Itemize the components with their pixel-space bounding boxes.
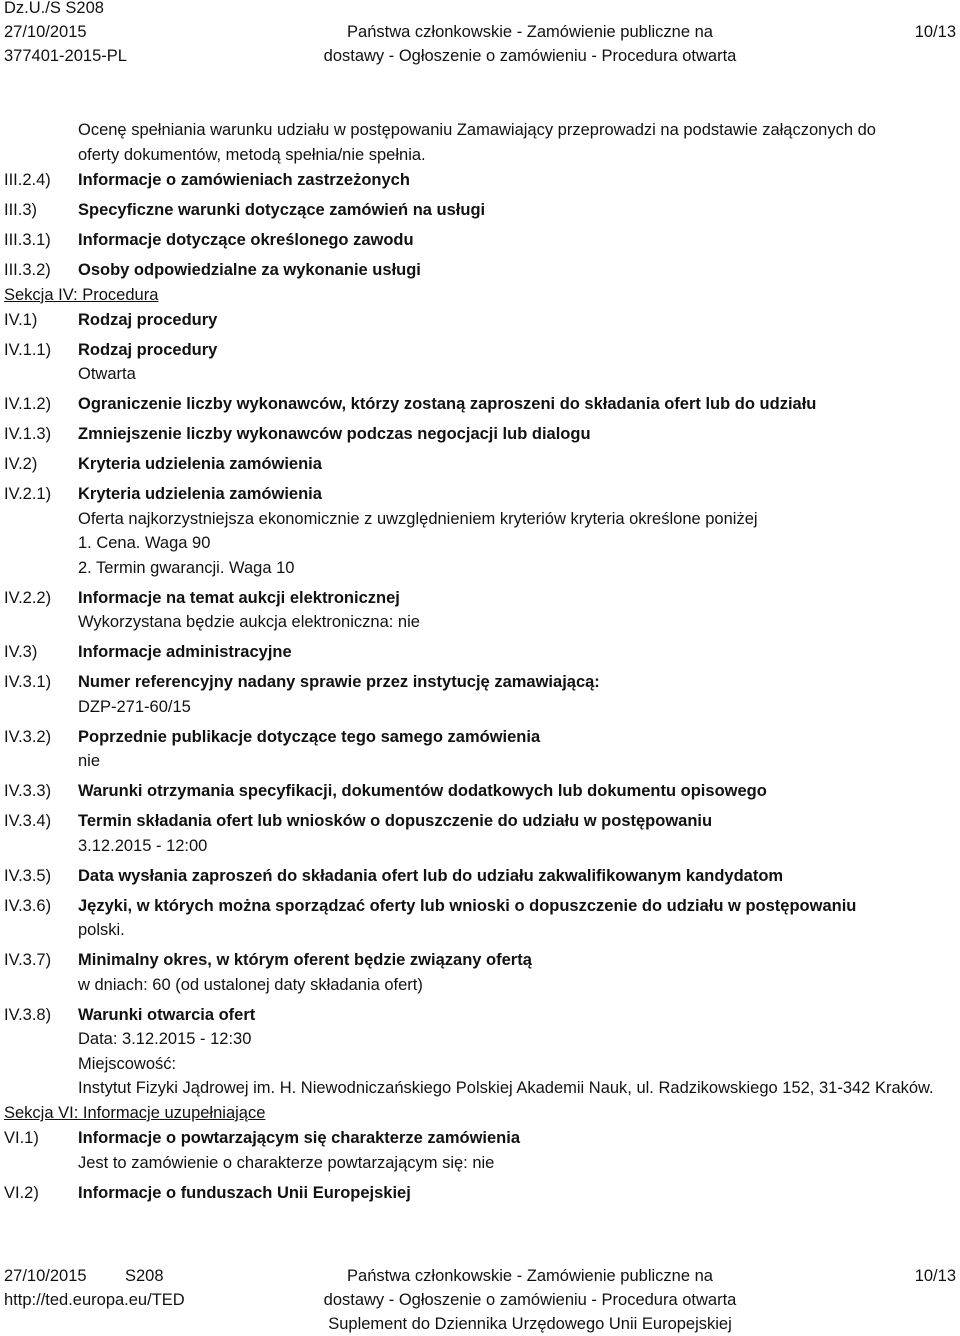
item-number: III.3.1) — [4, 230, 51, 249]
opening-place-label: Miejscowość: — [78, 1054, 177, 1073]
footer-page-number: 10/13 — [914, 1267, 956, 1285]
item-title: Kryteria udzielenia zamówienia — [78, 485, 322, 503]
section-item-IV-3-5 — [0, 864, 960, 889]
item-title: Rodzaj procedury — [78, 310, 218, 329]
header-page-number: 10/13 — [914, 23, 956, 41]
section-item-IV-1-3 — [0, 422, 960, 447]
section-item-IV-3-6 — [0, 894, 960, 943]
footer-date: 27/10/2015 — [4, 1267, 87, 1285]
page-footer — [0, 1264, 960, 1334]
item-number: IV.3.1) — [4, 673, 52, 691]
item-value: nie — [78, 752, 101, 770]
section-item-IV-3-4 — [0, 809, 960, 858]
item-number: III.3) — [4, 200, 38, 219]
section-item-IV-3 — [0, 640, 960, 665]
header-title-line2: dostawy - Ogłoszenie o zamówieniu - Procedura otwarta — [323, 47, 737, 65]
item-number: VI.2) — [4, 1183, 39, 1202]
item-number: IV.3.5) — [4, 866, 52, 885]
item-number: IV.3.6) — [4, 896, 52, 915]
item-title: Kryteria udzielenia zamówienia — [78, 455, 322, 473]
item-title: Informacje dotyczące określonego zawodu — [78, 230, 414, 249]
item-number: IV.1) — [4, 310, 38, 329]
section-item-IV-3-3 — [0, 779, 960, 804]
section-item-III-2-4 — [0, 168, 960, 193]
criterion-price: 1. Cena. Waga 90 — [78, 534, 211, 552]
opening-place-address: Instytut Fizyki Jądrowej im. H. Niewodniczańskiego Polskiej Akademii Nauk, ul. Radzikowskiego 152, 31-342 Kraków. — [78, 1079, 934, 1097]
opening-date: Data: 3.12.2015 - 12:30 — [78, 1030, 252, 1048]
item-number: VI.1) — [4, 1129, 39, 1147]
item-title: Zmniejszenie liczby wykonawców podczas negocjacji lub dialogu — [78, 425, 591, 443]
footer-url-link[interactable]: http://ted.europa.eu/TED — [4, 1291, 185, 1309]
item-title: Rodzaj procedury — [78, 340, 218, 359]
header-title-line1: Państwa członkowskie - Zamówienie publiczne na — [347, 23, 713, 41]
item-value: Wykorzystana będzie aukcja elektroniczna: nie — [78, 613, 420, 631]
item-title: Informacje na temat aukcji elektronicznej — [78, 588, 400, 607]
item-value: Otwarta — [78, 365, 136, 383]
item-title: Specyficzne warunki dotyczące zamówień na usługi — [78, 200, 486, 219]
section-heading-vi: Sekcja VI: Informacje uzupełniające — [4, 1104, 266, 1122]
item-value: w dniach: 60 (od ustalonej daty składania ofert) — [78, 975, 423, 994]
section-item-IV-1-1 — [0, 338, 960, 387]
section-item-IV-3-2 — [0, 725, 960, 774]
item-number: IV.2.1) — [4, 485, 52, 503]
intro-line-2: oferty dokumentów, metodą spełnia/nie spełnia. — [78, 145, 426, 164]
section-item-IV-3-7 — [0, 948, 960, 997]
header-journal-ref: Dz.U./S S208 — [4, 0, 104, 17]
section-item-VI-2 — [0, 1181, 960, 1206]
item-title: Ograniczenie liczby wykonawców, którzy zostaną zaproszeni do składania ofert lub do udziału — [78, 395, 817, 413]
item-number: IV.2) — [4, 455, 38, 473]
section-item-IV-2 — [0, 452, 960, 477]
footer-title-line2: dostawy - Ogłoszenie o zamówieniu - Procedura otwarta — [323, 1291, 737, 1309]
item-title: Data wysłania zaproszeń do składania ofert lub do udziału zakwalifikowanym kandydatom — [78, 866, 784, 885]
section-item-IV-1 — [0, 308, 960, 333]
section-item-IV-1-2 — [0, 392, 960, 417]
footer-code: S208 — [125, 1267, 164, 1285]
item-value: Jest to zamówienie o charakterze powtarzającym się: nie — [78, 1153, 495, 1172]
language-value: polski. — [78, 921, 125, 939]
item-title: Informacje administracyjne — [78, 643, 292, 661]
intro-paragraph — [0, 118, 960, 167]
section-item-III-3 — [0, 198, 960, 223]
item-title: Informacje o funduszach Unii Europejskiej — [78, 1183, 411, 1202]
item-title: Minimalny okres, w którym oferent będzie związany ofertą — [78, 951, 532, 969]
section-item-VI-1 — [0, 1126, 960, 1175]
section-item-III-3-2 — [0, 258, 960, 283]
item-title: Informacje o powtarzającym się charakterze zamówienia — [78, 1129, 521, 1147]
reference-number: DZP-271-60/15 — [78, 697, 191, 716]
item-number: IV.3.3) — [4, 782, 52, 800]
item-number: IV.1.2) — [4, 395, 52, 413]
item-number: IV.3.2) — [4, 727, 52, 746]
item-title: Warunki otrzymania specyfikacji, dokumentów dodatkowych lub dokumentu opisowego — [78, 782, 767, 800]
item-number: IV.3.4) — [4, 812, 52, 830]
item-title: Numer referencyjny nadany sprawie przez instytucję zamawiającą: — [78, 673, 600, 691]
intro-line-1: Ocenę spełniania warunku udziału w postępowaniu Zamawiający przeprowadzi na podstawie załączonych do — [78, 121, 876, 139]
document-body — [0, 118, 960, 1211]
item-number: III.2.4) — [4, 170, 51, 189]
section-item-III-3-1 — [0, 228, 960, 253]
item-number: IV.1.3) — [4, 425, 52, 443]
item-number: III.3.2) — [4, 260, 51, 279]
item-title: Poprzednie publikacje dotyczące tego samego zamówienia — [78, 727, 541, 746]
item-title: Informacje o zamówieniach zastrzeżonych — [78, 170, 410, 189]
footer-supplement: Suplement do Dziennika Urzędowego Unii Europejskiej — [328, 1315, 732, 1333]
item-title: Osoby odpowiedzialne za wykonanie usługi — [78, 260, 421, 279]
section-item-IV-2-1 — [0, 482, 960, 580]
item-title: Języki, w których można sporządzać oferty lub wnioski o dopuszczenie do udziału w postępowaniu — [78, 896, 857, 915]
item-number: IV.3.8) — [4, 1005, 52, 1024]
deadline-value: 3.12.2015 - 12:00 — [78, 836, 208, 855]
item-number: IV.3.7) — [4, 951, 52, 969]
header-date: 27/10/2015 — [4, 23, 87, 41]
header-notice-id: 377401-2015-PL — [4, 47, 127, 65]
item-title: Termin składania ofert lub wniosków o dopuszczenie do udziału w postępowaniu — [78, 812, 713, 830]
section-item-IV-2-2 — [0, 586, 960, 635]
section-item-IV-3-1 — [0, 670, 960, 719]
section-item-IV-3-8 — [0, 1003, 960, 1101]
page-header — [0, 0, 960, 80]
item-number: IV.3) — [4, 643, 38, 661]
criterion-warranty: 2. Termin gwarancji. Waga 10 — [78, 558, 295, 577]
item-number: IV.2.2) — [4, 588, 52, 607]
item-title: Warunki otwarcia ofert — [78, 1005, 256, 1024]
item-number: IV.1.1) — [4, 340, 52, 359]
section-heading-iv: Sekcja IV: Procedura — [4, 285, 159, 304]
footer-title-line1: Państwa członkowskie - Zamówienie publiczne na — [347, 1267, 713, 1285]
item-value: Oferta najkorzystniejsza ekonomicznie z uwzględnieniem kryteriów kryteria określone poniżej — [78, 509, 758, 528]
